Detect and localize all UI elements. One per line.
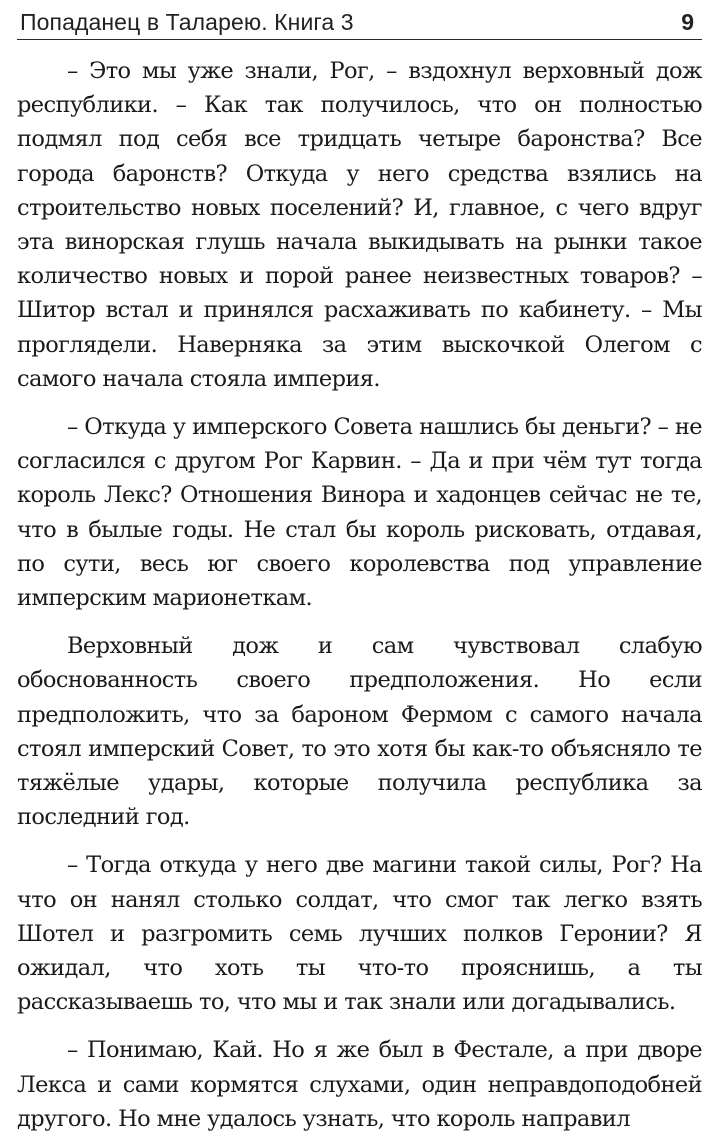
paragraph: Верховный дож и сам чувствовал слабую обоснованность своего предположения. Но если предположить, что за бароном Фермом с самого начала стоял имперский Совет, то это хотя бы как-то объясняло те тяжёлые удары, которые получила республика за последний год.	[17, 633, 702, 831]
running-header	[17, 0, 702, 40]
paragraph: – Откуда у имперского Совета нашлись бы деньги? – не согласился с другом Рог Карвин. – Да и при чём тут тогда король Лекс? Отношения Винора и хадонцев сейчас не те, что в былые годы. Не стал бы король рисковать, отдавая, по сути, весь юг своего королевства под управление имперским марионеткам.	[17, 414, 702, 612]
paragraph: – Это мы уже знали, Рог, – вздохнул верховный дож республики. – Как так получилось, что он полностью подмял под себя все тридцать четыре баронства? Все города баронств? Откуда у него средства взялись на строительство новых поселений? И, главное, с чего вдруг эта винорская глушь начала выкидывать на рынки такое количество новых и порой ранее неизвестных товаров? – Шитор встал и принялся расхаживать по кабинету. – Мы проглядели. Наверняка за этим выскочкой Олегом с самого начала стояла империя.	[17, 58, 702, 392]
body-text	[17, 54, 702, 1136]
book-title: Попаданец в Таларею. Книга 3	[20, 9, 354, 35]
paragraph: – Тогда откуда у него две магини такой силы, Рог? На что он нанял столько солдат, что смог так легко взять Шотел и разгромить семь лучших полков Геронии? Я ожидал, что хоть ты что-то прояснишь, а ты рассказываешь то, что мы и так знали или догадывались.	[17, 852, 702, 1016]
page-number: 9	[681, 9, 694, 35]
paragraph: – Понимаю, Кай. Но я же был в Фестале, а при дворе Лекса и сами кормятся слухами, один неправдоподобней другого. Но мне удалось узнать, что король направил	[17, 1037, 702, 1132]
